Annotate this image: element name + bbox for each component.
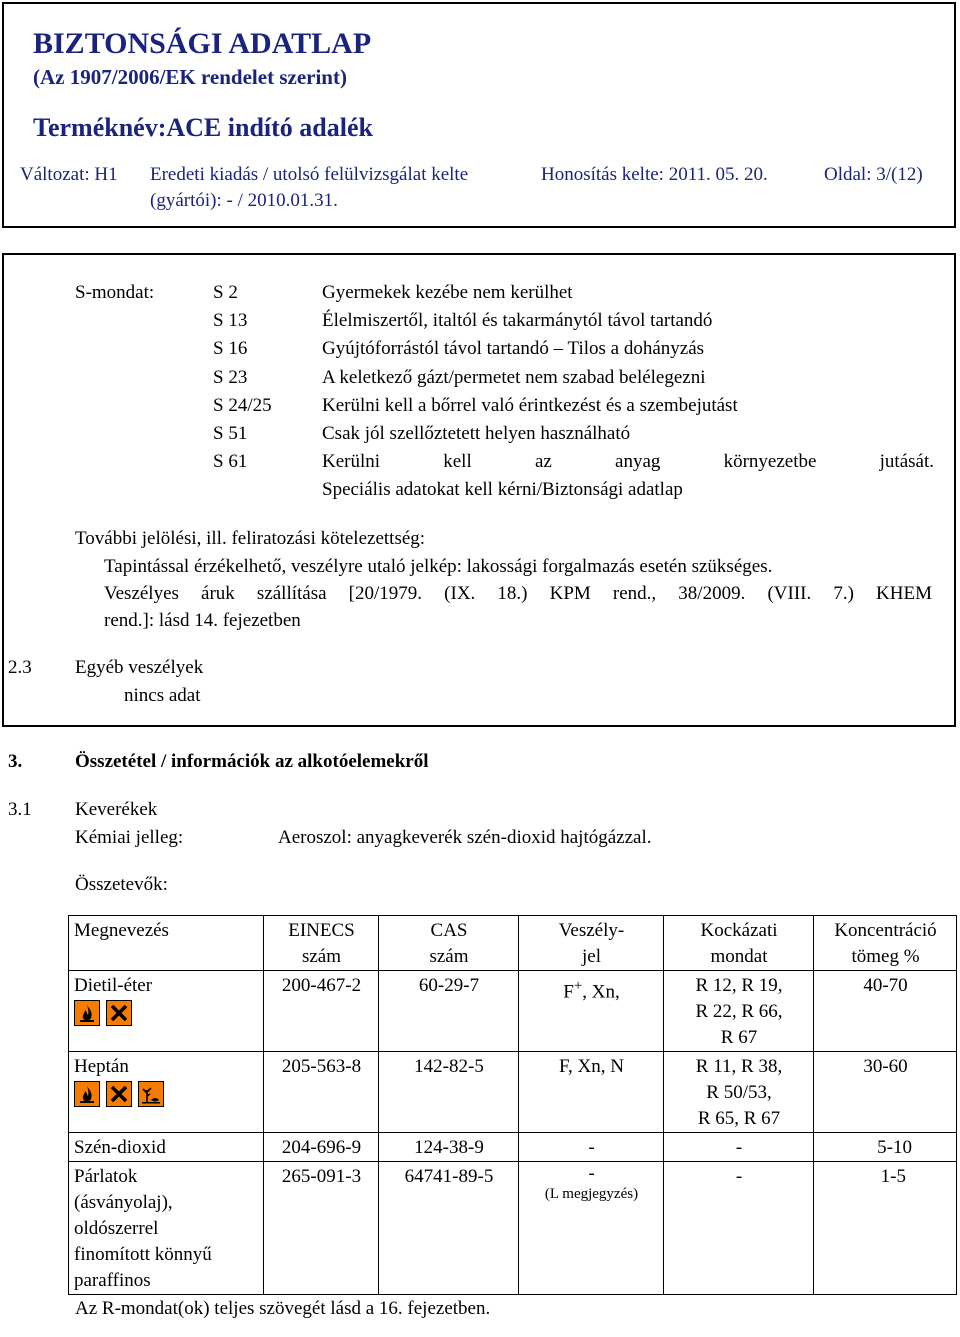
component-name-cell: Párlatok (ásványolaj), oldószerrel finomított könnyű paraffinos [69, 1162, 264, 1295]
cas-cell: 142-82-5 [379, 1052, 519, 1133]
table-header-row [69, 916, 957, 971]
flame-icon [74, 1000, 100, 1026]
table-row [69, 1162, 957, 1295]
document-title: BIZTONSÁGI ADATLAP [33, 27, 372, 60]
header-cell: Megnevezés [69, 916, 264, 971]
s-phrase-text: Csak jól szellőztetett helyen használható [322, 423, 631, 444]
cas-cell: 60-29-7 [379, 971, 519, 1052]
s-phrase-label: S-mondat: [75, 282, 155, 303]
product-label: Terméknév: [33, 113, 167, 142]
component-name-cell: Dietil-éter [69, 971, 264, 1052]
other-hazards-value: nincs adat [124, 685, 201, 706]
einecs-cell: 204-696-9 [264, 1133, 379, 1162]
x-cross-icon [106, 1081, 132, 1107]
section-3-1-title: Keverékek [75, 799, 158, 820]
hazard-symbol-cell: - [519, 1133, 664, 1162]
s-phrase-code: S 23 [213, 367, 248, 388]
table-row [69, 1133, 957, 1162]
header-cell: EINECS szám [264, 916, 379, 971]
composition-table [68, 915, 957, 1295]
s-phrase-text: Kerülni kell az anyag környezetbe jutását. [322, 451, 934, 472]
chemical-nature-label: Kémiai jelleg: [75, 827, 184, 848]
risk-phrase-cell: R 11, R 38, R 50/53, R 65, R 67 [664, 1052, 814, 1133]
labeling-line-2: Veszélyes áruk szállítása [20/1979. (IX. 18.) KPM rend., 38/2009. (VIII. 7.) KHEM [104, 583, 932, 604]
footer-note: Az R-mondat(ok) teljes szövegét lásd a 16. fejezetben. [75, 1298, 491, 1319]
component-name-cell: Szén-dioxid [69, 1133, 264, 1162]
hazard-symbol-cell: F+, Xn, [519, 971, 664, 1052]
version: Változat: H1 [20, 164, 118, 185]
x-cross-icon [106, 1000, 132, 1026]
risk-phrase-cell: - [664, 1162, 814, 1295]
s-phrase-text: Kerülni kell a bőrrel való érintkezést és a szembejutást [322, 395, 738, 416]
einecs-cell: 205-563-8 [264, 1052, 379, 1133]
localization-date: Honosítás kelte: 2011. 05. 20. [541, 164, 768, 185]
page-number: Oldal: 3/(12) [824, 164, 923, 185]
section-3-title: Összetétel / információk az alkotóelemekről [75, 751, 429, 772]
concentration-cell: 1-5 [814, 1162, 957, 1295]
components-label: Összetevők: [75, 874, 168, 895]
dead-tree-fish-icon [138, 1081, 164, 1107]
risk-phrase-cell: - [664, 1133, 814, 1162]
s-phrase-text: Gyújtóforrástól távol tartandó – Tilos a dohányzás [322, 338, 705, 359]
s-phrase-code: S 13 [213, 310, 248, 331]
s-phrase-text: Élelmiszertől, italtól és takarmánytól távol tartandó [322, 310, 713, 331]
s-phrase-code: S 51 [213, 423, 248, 444]
section-2-3-number: 2.3 [8, 657, 32, 678]
s-phrase-text-continued: Speciális adatokat kell kérni/Biztonsági adatlap [322, 479, 683, 500]
s-phrase-text: A keletkező gázt/permetet nem szabad belélegezni [322, 367, 706, 388]
hazard-symbol-cell: F, Xn, N [519, 1052, 664, 1133]
issue-label: Eredeti kiadás / utolsó felülvizsgálat kelte [150, 164, 469, 185]
section-2-3-title: Egyéb veszélyek [75, 657, 204, 678]
issue-date: (gyártói): - / 2010.01.31. [150, 190, 338, 211]
cas-cell: 124-38-9 [379, 1133, 519, 1162]
component-name-cell: Heptán [69, 1052, 264, 1133]
concentration-cell: 40-70 [814, 971, 957, 1052]
table-row [69, 1052, 957, 1133]
s-phrase-text: Gyermekek kezébe nem kerülhet [322, 282, 573, 303]
s-phrase-code: S 61 [213, 451, 248, 472]
section-3-1-number: 3.1 [8, 799, 32, 820]
labeling-heading: További jelölési, ill. feliratozási kötelezettség: [75, 528, 426, 549]
product-line [33, 112, 373, 144]
concentration-cell: 30-60 [814, 1052, 957, 1133]
s-phrase-code: S 16 [213, 338, 248, 359]
header-cell: Kockázati mondat [664, 916, 814, 971]
risk-phrase-cell: R 12, R 19, R 22, R 66, R 67 [664, 971, 814, 1052]
flame-icon [74, 1081, 100, 1107]
einecs-cell: 265-091-3 [264, 1162, 379, 1295]
header-cell: Veszély- jel [519, 916, 664, 971]
section-3-number: 3. [8, 751, 23, 772]
table-row [69, 971, 957, 1052]
concentration-cell: 5-10 [814, 1133, 957, 1162]
hazard-symbol-cell: - (L megjegyzés) [519, 1162, 664, 1295]
s-phrase-code: S 2 [213, 282, 238, 303]
labeling-line-3: rend.]: lásd 14. fejezetben [104, 610, 301, 631]
labeling-line-1: Tapintással érzékelhető, veszélyre utaló jelkép: lakossági forgalmazás esetén szükséges. [104, 556, 773, 577]
header-cell: CAS szám [379, 916, 519, 971]
s-phrase-code: S 24/25 [213, 395, 272, 416]
cas-cell: 64741-89-5 [379, 1162, 519, 1295]
einecs-cell: 200-467-2 [264, 971, 379, 1052]
document-subtitle: (Az 1907/2006/EK rendelet szerint) [33, 65, 347, 89]
chemical-nature-value: Aeroszol: anyagkeverék szén-dioxid hajtógázzal. [278, 827, 652, 848]
header-cell: Koncentráció tömeg % [814, 916, 957, 971]
product-name: ACE indító adalék [166, 113, 373, 142]
